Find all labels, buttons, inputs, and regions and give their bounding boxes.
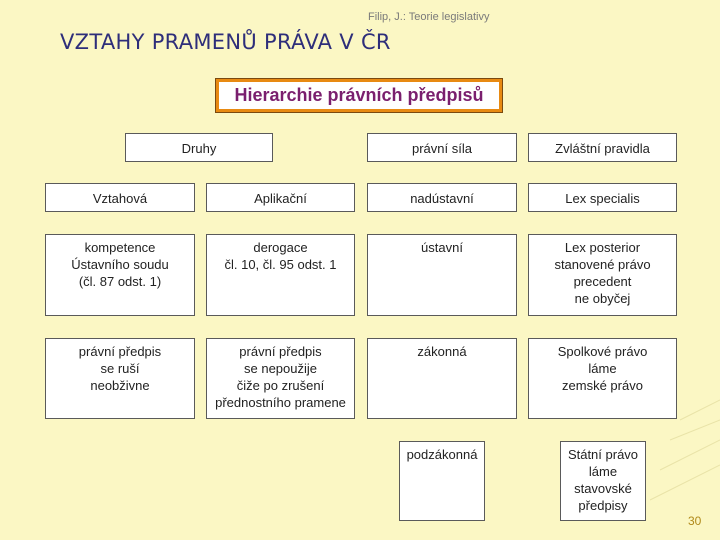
header-note: Filip, J.: Teorie legislativy [368, 11, 490, 23]
cell-kompetence: kompetence Ústavního soudu (čl. 87 odst. 1) [45, 234, 195, 316]
cell-statni-pravo: Státní právo láme stavovské předpisy [560, 441, 646, 521]
page-title: VZTAHY PRAMENŮ PRÁVA V ČR [60, 30, 391, 54]
cell-spolkove-pravo: Spolkové právo láme zemské právo [528, 338, 677, 419]
cell-lex-specialis: Lex specialis [528, 183, 677, 212]
cell-derogace: derogace čl. 10, čl. 95 odst. 1 [206, 234, 355, 316]
cell-ustavni: ústavní [367, 234, 517, 316]
header-druhy: Druhy [125, 133, 273, 162]
cell-pravni-predpis-rusi: právní předpis se ruší neobživne [45, 338, 195, 419]
cell-nadustavni: nadústavní [367, 183, 517, 212]
cell-pravni-predpis-nepouzije: právní předpis se nepoužije čiže po zrušení přednostního pramene [206, 338, 355, 419]
cell-podzakonna: podzákonná [399, 441, 485, 521]
page-number: 30 [688, 514, 702, 528]
header-zvlastni-pravidla: Zvláštní pravidla [528, 133, 677, 162]
hierarchy-title: Hierarchie právních předpisů [216, 79, 502, 112]
cell-vztahova: Vztahová [45, 183, 195, 212]
cell-aplikacni: Aplikační [206, 183, 355, 212]
cell-lex-posterior: Lex posterior stanovené právo precedent ne obyčej [528, 234, 677, 316]
cell-zakonna: zákonná [367, 338, 517, 419]
header-pravni-sila: právní síla [367, 133, 517, 162]
